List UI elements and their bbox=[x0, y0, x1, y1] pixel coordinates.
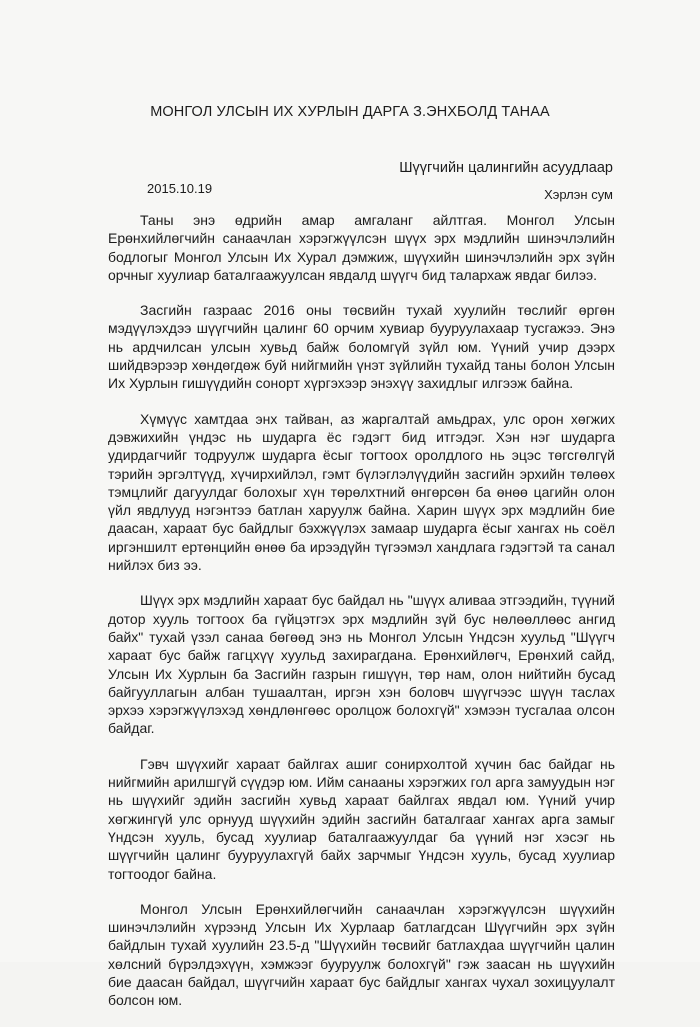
paragraph: Хүмүүс хамтдаа энх тайван, аз жаргалтай амьдрах, улс орон хөгжих дэвжихийн үндэс нь шударга ёс гэдэгт бид итгэдэг. Хэн нэг шударга удирдагчийг тодруулж шударга ёсыг тогтоох оролдлого нь эцэс төгсгөлгүй тэрийн эргэлтүүд, хүчирхийлэл, гэмт бүлэглэлүүдийн засгийн эрхийн төлөөх тэмцлийг дагуулдаг болохыг хүн төрөлхтний өнгөрсөн ба өнөө цагийн олон үйл явдлууд нэгэнтээ батлан харуулж байна. Харин шүүх эрх мэдлийн бие даасан, хараат бус байдлыг бэхжүүлэх замаар шударга ёсыг хангах нь соёл иргэншилт ертөнцийн өнөө ба ирээдүйн түгээмэл хандлага гэдэгтэй та санал нийлэх биз ээ. bbox=[108, 410, 615, 574]
letter-title: МОНГОЛ УЛСЫН ИХ ХУРЛЫН ДАРГА З.ЭНХБОЛД ТАНАА bbox=[150, 104, 550, 120]
paragraph: Шүүх эрх мэдлийн хараат бус байдал нь "шүүх аливаа этгээдийн, түүний дотор хууль тогтоох ба гүйцэтгэх эрх мэдлийн зүй бус нөлөөллөөс ангид байх" тухай үзэл санаа бөгөөд энэ нь Монгол Улсын Үндсэн хуульд "Шүүгч хараат бус байж гагцхүү хуульд захирагдана. Ерөнхийлөгч, Ерөнхий сайд, Улсын Их Хурлын ба Засгийн газрын гишүүн, төр нам, олон нийтийн бусад байгууллагын албан тушаалтан, иргэн хэн боловч шүүгчээс шүүн таслах эрхээ хэрэгжүүлэхэд хөндлөнгөөс оролцож болохгүй" хэмээн тусгалаа олсон байдаг. bbox=[108, 592, 615, 737]
paragraph: Таны энэ өдрийн амар амгаланг айлтгая. Монгол Улсын Ерөнхийлөгчийн санаачлан хэрэгжүүлсэн шүүх эрх мэдлийн шинэчлэлийн бодлогыг Монгол Улсын Их Хурал дэмжиж, шүүхийн шинэчлэлийн эрх зүйн орчныг хуулиар баталгаажуулсан явдалд шүүгч бид талархаж явдаг билээ. bbox=[108, 212, 615, 283]
letter-body bbox=[108, 211, 615, 1027]
paragraph: Засгийн газраас 2016 оны төсвийн тухай хуулийн төслийг өргөн мэдүүлэхдээ шүүгчийн цалинг 60 орчим хувиар бууруулахаар тусгажээ. Энэ нь ардчилсан улсын хувьд байж боломгүй зүйл юм. Үүний учир дээрх шийдвэрээр хөндөгдөж буй нийгмийн үнэт зүйлийн тухайд таны болон Улсын Их Хурлын гишүүдийн сонорт хүргэхээр энэхүү захидлыг илгээж байна. bbox=[108, 302, 615, 392]
letter-date: 2015.10.19 bbox=[147, 181, 213, 196]
letter-subject: Шүүгчийн цалингийн асуудлаар bbox=[399, 160, 613, 176]
paragraph: Гэвч шүүхийг хараат байлгах ашиг сонирхолтой хүчин бас байдаг нь нийгмийн арилшгүй сүүдэр юм. Ийм санааны хэрэгжих гол арга замуудын нэг нь шүүхийг эдийн засгийн хувьд хараат байлгах явдал юм. Үүний учир хөгжингүй улс орнууд шүүхийн эдийн засгийн баталгааг хангах арга замыг Үндсэн хууль, бусад хуулиар баталгаажуулдаг ба үүний нэг хэсэг нь шүүгчийн цалинг бууруулахгүй байх зарчмыг Үндсэн хууль, бусад хуулиар тогтоодог байна. bbox=[108, 755, 615, 882]
paragraph: Монгол Улсын Ерөнхийлөгчийн санаачлан хэрэгжүүлсэн шүүхийн шинэчлэлийн хүрээнд Улсын Их Хурлаар батлагдсан Шүүгчийн эрх зүйн байдлын тухай хуулийн 23.5-д "Шүүхийн төсвийг батлахдаа шүүгчийн цалин хөлсний бүрэлдэхүүн, хэмжээг бууруулж болохгүй" гэж заасан нь шүүхийн бие даасан байдал, шүүгчийн хараат бус байдлыг хангах чухал зохицуулалт болсон юм. bbox=[108, 900, 615, 1009]
letter-place: Хэрлэн сум bbox=[544, 187, 613, 202]
